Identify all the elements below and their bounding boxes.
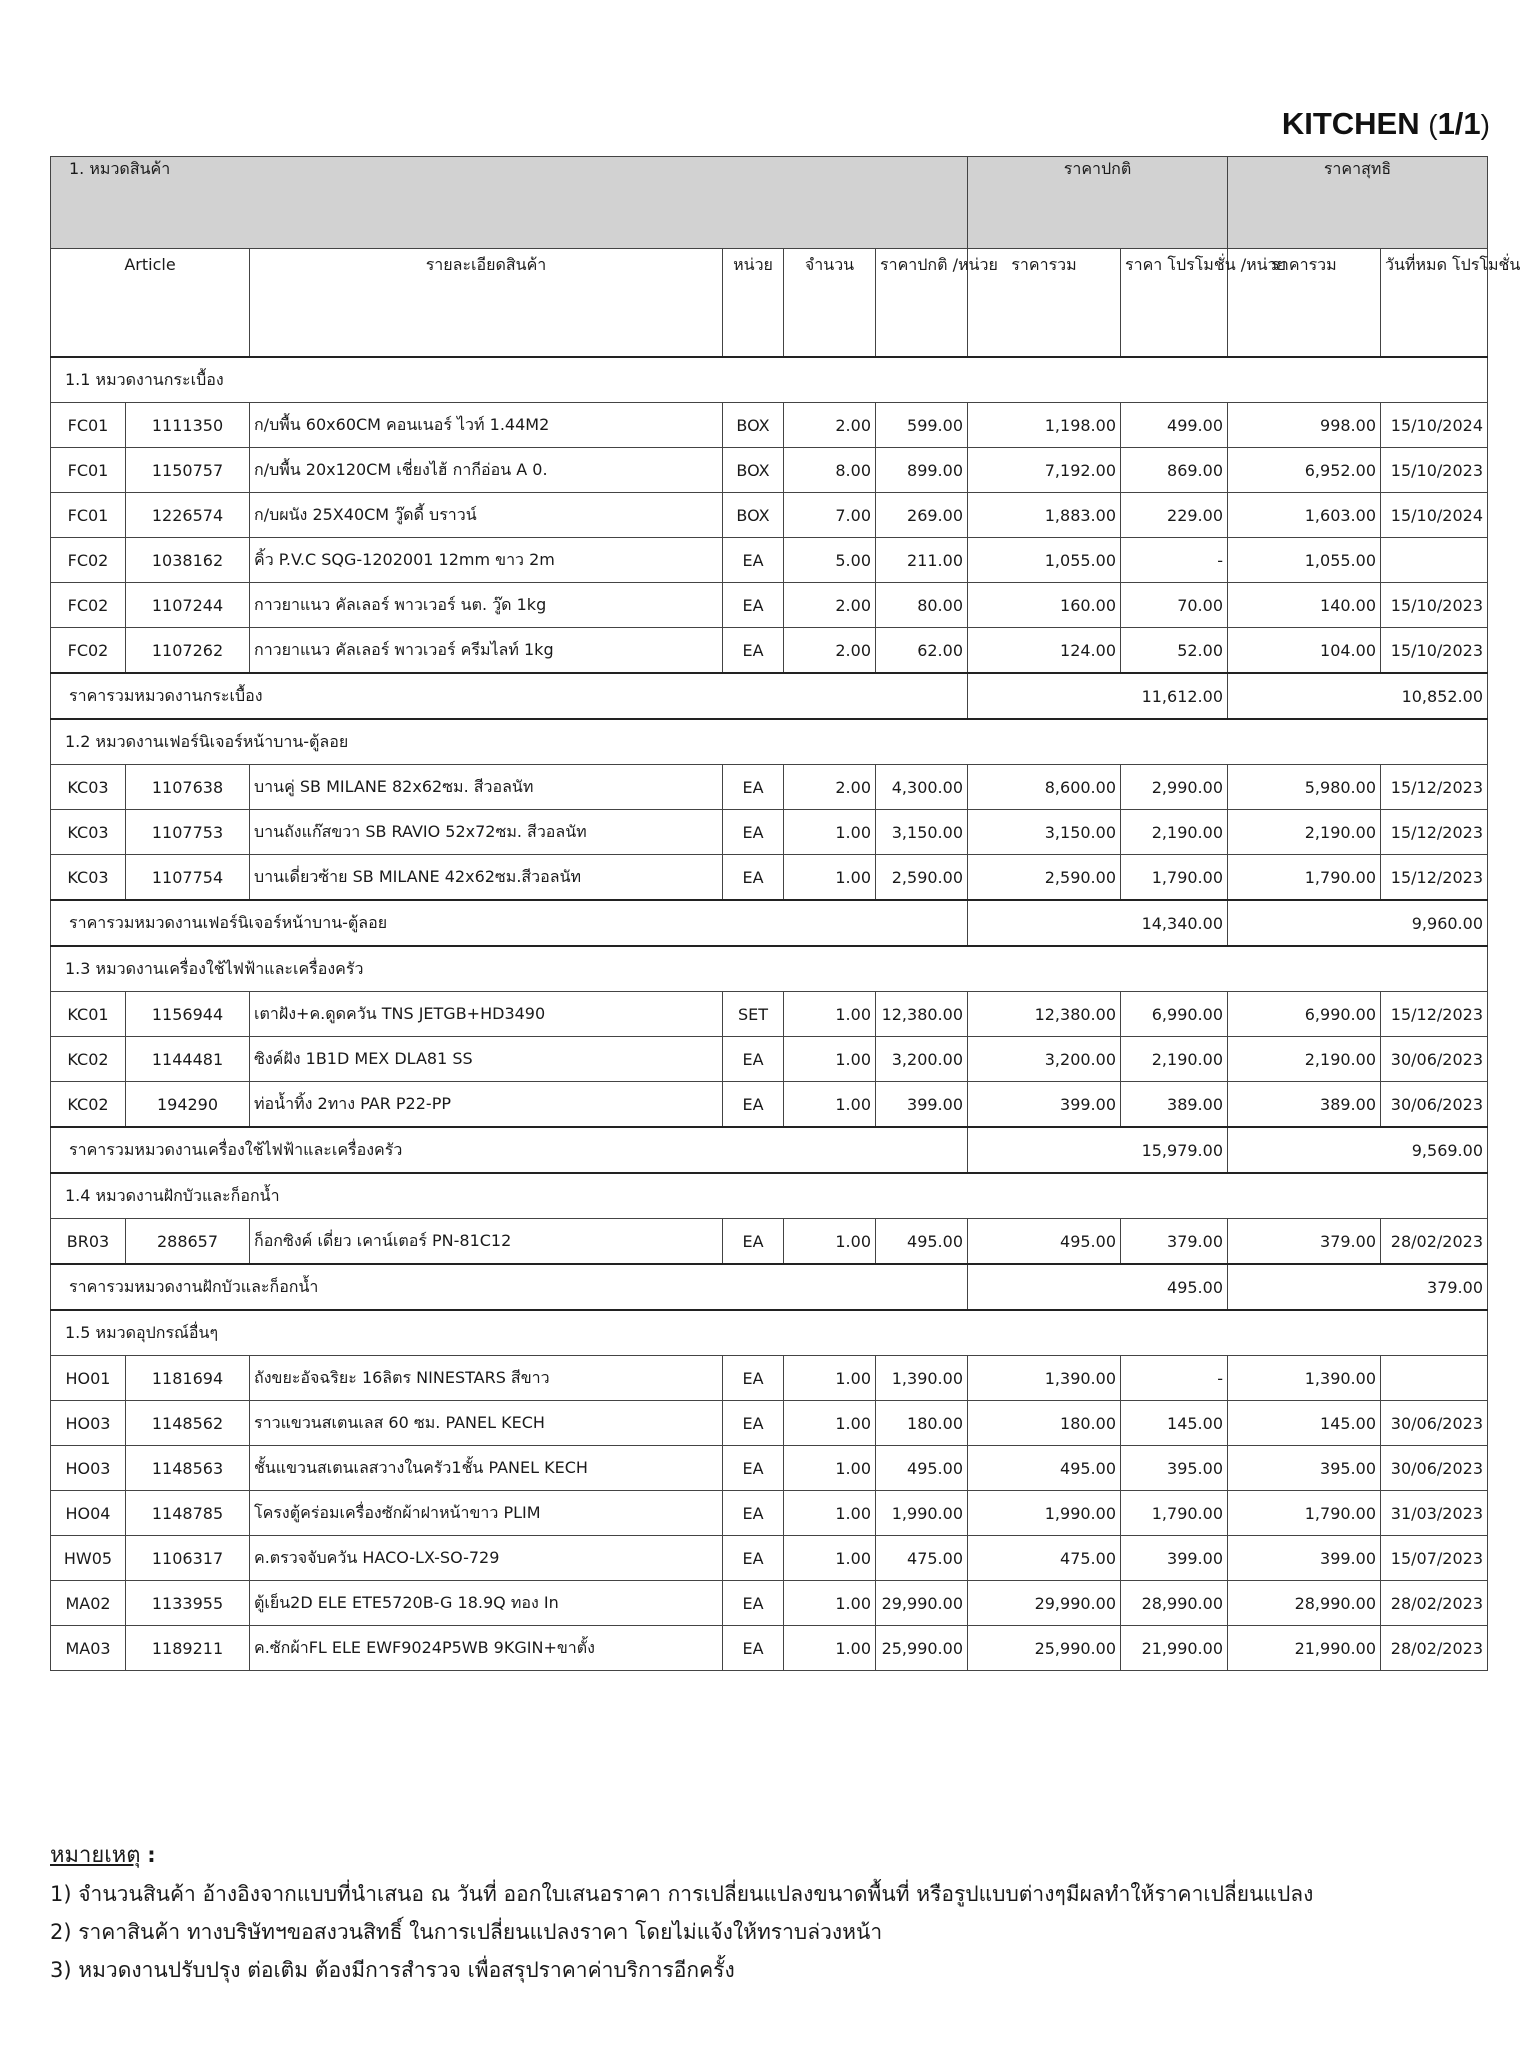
cell-unit: EA (723, 1491, 784, 1536)
cell-promo-total: 104.00 (1228, 628, 1381, 674)
cell-promo-end: 15/12/2023 (1381, 810, 1488, 855)
cell-article: 288657 (126, 1219, 250, 1265)
cell-qty: 2.00 (784, 628, 876, 674)
subtotal-promo-total: 9,960.00 (1228, 900, 1488, 946)
cell-promo-price: 21,990.00 (1121, 1626, 1228, 1671)
cell-promo-total: 2,190.00 (1228, 1037, 1381, 1082)
cell-article: 1107262 (126, 628, 250, 674)
cell-promo-end: 28/02/2023 (1381, 1626, 1488, 1671)
cell-promo-price: 2,990.00 (1121, 765, 1228, 810)
subtotal-label: ราคารวมหมวดงานฝักบัวและก็อกน้ำ (51, 1264, 968, 1310)
table-row (51, 1446, 1488, 1491)
col-description: รายละเอียดสินค้า (250, 249, 723, 358)
cell-unit: EA (723, 1581, 784, 1626)
cell-code: MA03 (51, 1626, 126, 1671)
cell-promo-total: 2,190.00 (1228, 810, 1381, 855)
cell-unit: BOX (723, 403, 784, 448)
subtotal-row (51, 1127, 1488, 1173)
col-unit: หน่วย (723, 249, 784, 358)
cell-qty: 8.00 (784, 448, 876, 493)
cell-promo-price: 6,990.00 (1121, 992, 1228, 1037)
cell-description: บานเดี่ยวซ้าย SB MILANE 42x62ซม.สีวอลนัท (250, 855, 723, 901)
cell-article: 1181694 (126, 1356, 250, 1401)
cell-unit: EA (723, 765, 784, 810)
cell-code: KC02 (51, 1037, 126, 1082)
cell-qty: 1.00 (784, 1356, 876, 1401)
cell-description: ราวแขวนสเตนเลส 60 ซม. PANEL KECH (250, 1401, 723, 1446)
table-row (51, 1626, 1488, 1671)
cell-unit: EA (723, 810, 784, 855)
table-row (51, 1037, 1488, 1082)
cell-qty: 1.00 (784, 1037, 876, 1082)
table-row (51, 1491, 1488, 1536)
cell-promo-end: 15/12/2023 (1381, 992, 1488, 1037)
cell-promo-total: 1,790.00 (1228, 855, 1381, 901)
cell-qty: 2.00 (784, 403, 876, 448)
cell-promo-price: 229.00 (1121, 493, 1228, 538)
cell-description: บานคู่ SB MILANE 82x62ซม. สีวอลนัท (250, 765, 723, 810)
cell-unit-price: 211.00 (876, 538, 968, 583)
cell-unit-price: 12,380.00 (876, 992, 968, 1037)
category-header: 1. หมวดสินค้า (51, 157, 968, 249)
table-row (51, 1581, 1488, 1626)
cell-unit-price: 25,990.00 (876, 1626, 968, 1671)
cell-unit-price: 269.00 (876, 493, 968, 538)
cell-code: FC02 (51, 628, 126, 674)
cell-qty: 1.00 (784, 810, 876, 855)
subtotal-row (51, 673, 1488, 719)
cell-unit: EA (723, 1626, 784, 1671)
subtotal-row (51, 1264, 1488, 1310)
note-line: 1) จำนวนสินค้า อ้างอิงจากแบบที่นำเสนอ ณ วันที่ ออกใบเสนอราคา การเปลี่ยนแปลงขนาดพื้นที่ หรือรูปแบบต่างๆมีผลทำให้ราคาเปลี่ยนแปลง (50, 1882, 1314, 1906)
table-row (51, 855, 1488, 901)
subtotal-total: 14,340.00 (968, 900, 1228, 946)
page-title-paren-open: ( (1428, 109, 1438, 140)
cell-promo-end: 30/06/2023 (1381, 1082, 1488, 1128)
cell-promo-price: 1,790.00 (1121, 1491, 1228, 1536)
section-title: 1.5 หมวดอุปกรณ์อื่นๆ (51, 1310, 1488, 1356)
cell-code: KC03 (51, 765, 126, 810)
cell-promo-total: 1,790.00 (1228, 1491, 1381, 1536)
table-row (51, 1401, 1488, 1446)
subtotal-label: ราคารวมหมวดงานกระเบื้อง (51, 673, 968, 719)
cell-qty: 5.00 (784, 538, 876, 583)
cell-code: FC02 (51, 583, 126, 628)
subtotal-total: 11,612.00 (968, 673, 1228, 719)
note-line: 3) หมวดงานปรับปรุง ต่อเติม ต้องมีการสำรวจ เพื่อสรุปราคาค่าบริการอีกครั้ง (50, 1958, 735, 1982)
cell-unit-price: 899.00 (876, 448, 968, 493)
cell-promo-total: 28,990.00 (1228, 1581, 1381, 1626)
cell-article: 1148563 (126, 1446, 250, 1491)
cell-qty: 2.00 (784, 765, 876, 810)
table-row (51, 1356, 1488, 1401)
cell-promo-total: 395.00 (1228, 1446, 1381, 1491)
cell-description: ค.ซักผ้าFL ELE EWF9024P5WB 9KGIN+ขาตั้ง (250, 1626, 723, 1671)
cell-promo-price: - (1121, 538, 1228, 583)
cell-total: 1,990.00 (968, 1491, 1121, 1536)
notes (50, 1836, 1500, 1989)
page-title (1282, 106, 1490, 142)
cell-promo-total: 389.00 (1228, 1082, 1381, 1128)
cell-article: 1107638 (126, 765, 250, 810)
table-row (51, 403, 1488, 448)
cell-unit: EA (723, 1446, 784, 1491)
cell-code: KC03 (51, 855, 126, 901)
cell-code: HO04 (51, 1491, 126, 1536)
cell-total: 8,600.00 (968, 765, 1121, 810)
cell-promo-end: 28/02/2023 (1381, 1219, 1488, 1265)
column-header-row (51, 249, 1488, 358)
notes-title (50, 1836, 1500, 1875)
cell-promo-total: 21,990.00 (1228, 1626, 1381, 1671)
cell-total: 1,390.00 (968, 1356, 1121, 1401)
cell-qty: 7.00 (784, 493, 876, 538)
cell-code: KC01 (51, 992, 126, 1037)
cell-qty: 1.00 (784, 992, 876, 1037)
table-row (51, 1082, 1488, 1128)
col-unit-price: ราคาปกติ /หน่วย (876, 249, 968, 358)
cell-code: HO03 (51, 1401, 126, 1446)
header-group-row (51, 157, 1488, 249)
table-row (51, 628, 1488, 674)
cell-promo-price: 1,790.00 (1121, 855, 1228, 901)
cell-promo-end: 15/10/2023 (1381, 583, 1488, 628)
cell-promo-end: 15/12/2023 (1381, 765, 1488, 810)
cell-description: เตาฝัง+ค.ดูดควัน TNS JETGB+HD3490 (250, 992, 723, 1037)
cell-unit-price: 2,590.00 (876, 855, 968, 901)
cell-description: ก/บผนัง 25X40CM วู๊ดดี้ บราวน์ (250, 493, 723, 538)
table-row (51, 810, 1488, 855)
section-header-row (51, 1173, 1488, 1219)
col-article: Article (51, 249, 250, 358)
cell-code: FC02 (51, 538, 126, 583)
cell-promo-price: 379.00 (1121, 1219, 1228, 1265)
cell-unit: EA (723, 1356, 784, 1401)
cell-unit-price: 62.00 (876, 628, 968, 674)
cell-total: 7,192.00 (968, 448, 1121, 493)
cell-promo-end: 15/07/2023 (1381, 1536, 1488, 1581)
subtotal-promo-total: 9,569.00 (1228, 1127, 1488, 1173)
cell-total: 475.00 (968, 1536, 1121, 1581)
cell-description: กาวยาแนว คัลเลอร์ พาวเวอร์ นต. วู๊ด 1kg (250, 583, 723, 628)
table-row (51, 493, 1488, 538)
cell-total: 1,883.00 (968, 493, 1121, 538)
cell-unit-price: 3,150.00 (876, 810, 968, 855)
cell-qty: 1.00 (784, 1536, 876, 1581)
cell-unit-price: 399.00 (876, 1082, 968, 1128)
cell-unit-price: 180.00 (876, 1401, 968, 1446)
cell-unit-price: 495.00 (876, 1219, 968, 1265)
cell-total: 160.00 (968, 583, 1121, 628)
cell-description: บานถังแก๊สขวา SB RAVIO 52x72ซม. สีวอลนัท (250, 810, 723, 855)
cell-qty: 2.00 (784, 583, 876, 628)
cell-description: ก็อกซิงค์ เดี่ยว เคาน์เตอร์ PN-81C12 (250, 1219, 723, 1265)
cell-code: BR03 (51, 1219, 126, 1265)
cell-description: ก/บพื้น 20x120CM เชี่ยงไฮ้ กากีอ่อน A 0. (250, 448, 723, 493)
cell-promo-price: - (1121, 1356, 1228, 1401)
cell-promo-end: 15/10/2023 (1381, 628, 1488, 674)
cell-promo-end: 28/02/2023 (1381, 1581, 1488, 1626)
cell-code: MA02 (51, 1581, 126, 1626)
cell-promo-end: 15/10/2024 (1381, 403, 1488, 448)
subtotal-promo-total: 379.00 (1228, 1264, 1488, 1310)
cell-promo-total: 140.00 (1228, 583, 1381, 628)
cell-unit-price: 475.00 (876, 1536, 968, 1581)
cell-promo-total: 6,952.00 (1228, 448, 1381, 493)
cell-article: 1106317 (126, 1536, 250, 1581)
page-title-main: KITCHEN (1281, 106, 1420, 141)
cell-article: 1107754 (126, 855, 250, 901)
cell-unit: EA (723, 1082, 784, 1128)
notes-colon: : (147, 1843, 156, 1867)
note-line: 2) ราคาสินค้า ทางบริษัทฯขอสงวนสิทธิ์ ในการเปลี่ยนแปลงราคา โดยไม่แจ้งให้ทราบล่วงหน้า (50, 1920, 883, 1944)
cell-promo-price: 499.00 (1121, 403, 1228, 448)
cell-qty: 1.00 (784, 1219, 876, 1265)
cell-total: 495.00 (968, 1219, 1121, 1265)
subtotal-promo-total: 10,852.00 (1228, 673, 1488, 719)
cell-qty: 1.00 (784, 1082, 876, 1128)
table-row (51, 765, 1488, 810)
cell-description: ค.ตรวจจับควัน HACO-LX-SO-729 (250, 1536, 723, 1581)
cell-promo-price: 389.00 (1121, 1082, 1228, 1128)
cell-promo-price: 52.00 (1121, 628, 1228, 674)
cell-code: KC02 (51, 1082, 126, 1128)
cell-promo-end: 30/06/2023 (1381, 1037, 1488, 1082)
cell-unit-price: 495.00 (876, 1446, 968, 1491)
cell-code: HW05 (51, 1536, 126, 1581)
cell-unit: EA (723, 1219, 784, 1265)
section-header-row (51, 1310, 1488, 1356)
table-row (51, 448, 1488, 493)
cell-article: 194290 (126, 1082, 250, 1128)
cell-description: คิ้ว P.V.C SQG-1202001 12mm ขาว 2m (250, 538, 723, 583)
cell-promo-end (1381, 1356, 1488, 1401)
cell-unit-price: 4,300.00 (876, 765, 968, 810)
cell-description: ซิงค์ฝัง 1B1D MEX DLA81 SS (250, 1037, 723, 1082)
table-row (51, 992, 1488, 1037)
cell-unit-price: 599.00 (876, 403, 968, 448)
cell-article: 1111350 (126, 403, 250, 448)
cell-code: HO01 (51, 1356, 126, 1401)
page-title-part: 1/1 (1437, 106, 1481, 141)
subtotal-label: ราคารวมหมวดงานเฟอร์นิเจอร์หน้าบาน-ตู้ลอย (51, 900, 968, 946)
cell-total: 180.00 (968, 1401, 1121, 1446)
cell-article: 1189211 (126, 1626, 250, 1671)
cell-article: 1107753 (126, 810, 250, 855)
cell-article: 1148785 (126, 1491, 250, 1536)
cell-promo-total: 5,980.00 (1228, 765, 1381, 810)
subtotal-row (51, 900, 1488, 946)
cell-qty: 1.00 (784, 1401, 876, 1446)
section-title: 1.2 หมวดงานเฟอร์นิเจอร์หน้าบาน-ตู้ลอย (51, 719, 1488, 765)
cell-code: FC01 (51, 448, 126, 493)
col-promo-price: ราคา โปรโมชั่น /หน่วย (1121, 249, 1228, 358)
cell-promo-end: 15/10/2024 (1381, 493, 1488, 538)
cell-promo-end: 30/06/2023 (1381, 1401, 1488, 1446)
subtotal-label: ราคารวมหมวดงานเครื่องใช้ไฟฟ้าและเครื่องครัว (51, 1127, 968, 1173)
cell-article: 1107244 (126, 583, 250, 628)
notes-title-text: หมายเหตุ (50, 1843, 141, 1868)
cell-article: 1226574 (126, 493, 250, 538)
cell-promo-end: 15/10/2023 (1381, 448, 1488, 493)
cell-total: 3,150.00 (968, 810, 1121, 855)
cell-promo-total: 379.00 (1228, 1219, 1381, 1265)
cell-promo-total: 998.00 (1228, 403, 1381, 448)
cell-unit: EA (723, 1401, 784, 1446)
cell-unit-price: 29,990.00 (876, 1581, 968, 1626)
cell-unit: EA (723, 1037, 784, 1082)
cell-unit: EA (723, 538, 784, 583)
cell-article: 1150757 (126, 448, 250, 493)
cell-promo-end: 30/06/2023 (1381, 1446, 1488, 1491)
cell-promo-price: 399.00 (1121, 1536, 1228, 1581)
cell-unit: SET (723, 992, 784, 1037)
cell-unit: EA (723, 855, 784, 901)
table-row (51, 583, 1488, 628)
cell-article: 1156944 (126, 992, 250, 1037)
cell-description: ตู้เย็น2D ELE ETE5720B-G 18.9Q ทอง In (250, 1581, 723, 1626)
cell-article: 1144481 (126, 1037, 250, 1082)
cell-promo-price: 70.00 (1121, 583, 1228, 628)
cell-article: 1148562 (126, 1401, 250, 1446)
cell-description: ถังขยะอัจฉริยะ 16ลิตร NINESTARS สีขาว (250, 1356, 723, 1401)
cell-article: 1038162 (126, 538, 250, 583)
regular-price-header: ราคาปกติ (968, 157, 1228, 249)
cell-qty: 1.00 (784, 1626, 876, 1671)
cell-promo-total: 1,390.00 (1228, 1356, 1381, 1401)
cell-unit-price: 1,390.00 (876, 1356, 968, 1401)
cell-promo-total: 1,055.00 (1228, 538, 1381, 583)
cell-total: 495.00 (968, 1446, 1121, 1491)
cell-promo-total: 6,990.00 (1228, 992, 1381, 1037)
subtotal-total: 15,979.00 (968, 1127, 1228, 1173)
section-title: 1.3 หมวดงานเครื่องใช้ไฟฟ้าและเครื่องครัว (51, 946, 1488, 992)
col-qty: จำนวน (784, 249, 876, 358)
col-promo-total: ราคารวม (1228, 249, 1381, 358)
cell-unit: BOX (723, 448, 784, 493)
cell-promo-price: 2,190.00 (1121, 810, 1228, 855)
cell-total: 25,990.00 (968, 1626, 1121, 1671)
cell-total: 1,055.00 (968, 538, 1121, 583)
cell-total: 399.00 (968, 1082, 1121, 1128)
cell-description: กาวยาแนว คัลเลอร์ พาวเวอร์ ครีมไลท์ 1kg (250, 628, 723, 674)
section-header-row (51, 946, 1488, 992)
cell-qty: 1.00 (784, 1581, 876, 1626)
cell-description: โครงตู้คร่อมเครื่องซักผ้าฝาหน้าขาว PLIM (250, 1491, 723, 1536)
cell-promo-total: 1,603.00 (1228, 493, 1381, 538)
cell-promo-price: 145.00 (1121, 1401, 1228, 1446)
table-row (51, 1219, 1488, 1265)
net-price-header: ราคาสุทธิ (1228, 157, 1488, 249)
cell-promo-end: 15/12/2023 (1381, 855, 1488, 901)
cell-code: KC03 (51, 810, 126, 855)
cell-unit-price: 1,990.00 (876, 1491, 968, 1536)
cell-total: 1,198.00 (968, 403, 1121, 448)
cell-code: FC01 (51, 493, 126, 538)
cell-unit: EA (723, 583, 784, 628)
section-header-row (51, 719, 1488, 765)
section-title: 1.1 หมวดงานกระเบื้อง (51, 357, 1488, 403)
subtotal-total: 495.00 (968, 1264, 1228, 1310)
cell-unit-price: 80.00 (876, 583, 968, 628)
cell-promo-price: 395.00 (1121, 1446, 1228, 1491)
cell-code: FC01 (51, 403, 126, 448)
col-total: ราคารวม (968, 249, 1121, 358)
cell-code: HO03 (51, 1446, 126, 1491)
cell-total: 124.00 (968, 628, 1121, 674)
cell-total: 12,380.00 (968, 992, 1121, 1037)
cell-promo-end (1381, 538, 1488, 583)
cell-total: 3,200.00 (968, 1037, 1121, 1082)
table-row (51, 1536, 1488, 1581)
cell-unit: EA (723, 628, 784, 674)
section-header-row (51, 357, 1488, 403)
quotation-table (50, 156, 1521, 1671)
cell-description: ท่อน้ำทิ้ง 2ทาง PAR P22-PP (250, 1082, 723, 1128)
cell-description: ก/บพื้น 60x60CM คอนเนอร์ ไวท์ 1.44M2 (250, 403, 723, 448)
cell-unit: BOX (723, 493, 784, 538)
cell-qty: 1.00 (784, 1446, 876, 1491)
cell-unit: EA (723, 1536, 784, 1581)
cell-promo-total: 399.00 (1228, 1536, 1381, 1581)
section-title: 1.4 หมวดงานฝักบัวและก็อกน้ำ (51, 1173, 1488, 1219)
cell-promo-price: 28,990.00 (1121, 1581, 1228, 1626)
cell-total: 2,590.00 (968, 855, 1121, 901)
cell-unit-price: 3,200.00 (876, 1037, 968, 1082)
page-title-paren-close: ) (1480, 109, 1490, 140)
cell-promo-price: 869.00 (1121, 448, 1228, 493)
cell-total: 29,990.00 (968, 1581, 1121, 1626)
cell-promo-total: 145.00 (1228, 1401, 1381, 1446)
table-row (51, 538, 1488, 583)
cell-article: 1133955 (126, 1581, 250, 1626)
cell-qty: 1.00 (784, 1491, 876, 1536)
cell-promo-price: 2,190.00 (1121, 1037, 1228, 1082)
cell-description: ชั้นแขวนสเตนเลสวางในครัว1ชั้น PANEL KECH (250, 1446, 723, 1491)
col-promo-end: วันที่หมด โปรโมชั่น (1381, 249, 1488, 358)
cell-promo-end: 31/03/2023 (1381, 1491, 1488, 1536)
cell-qty: 1.00 (784, 855, 876, 901)
